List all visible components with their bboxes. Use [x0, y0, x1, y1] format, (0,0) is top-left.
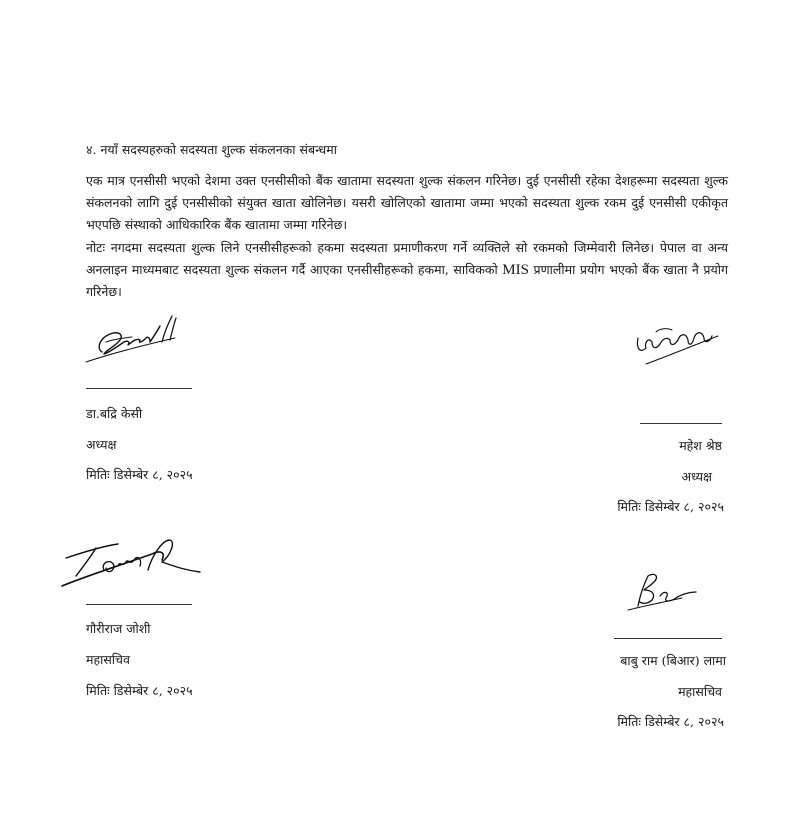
note-text-part2: प्रणालीमा प्रयोग भएको बैंक खाता नै प्रयोग गरिनेछ।: [86, 262, 728, 299]
signatory-date-left-top: मितिः डिसेम्बेर ८, २०२५: [86, 467, 193, 482]
paragraph-note: [86, 237, 728, 303]
mis-text: MIS: [502, 262, 529, 278]
signatory-date-right-top: मितिः डिसेम्बेर ८, २०२५: [617, 499, 724, 514]
signature-line-left-bottom: [86, 604, 192, 605]
signatory-name-right-bottom: बाबु राम (बिआर) लामा: [620, 653, 726, 668]
signatory-date-left-bottom: मितिः डिसेम्बेर ८, २०२५: [86, 683, 193, 698]
signatory-title-right-top: अध्यक्ष: [681, 469, 712, 484]
signature-line-left-top: [86, 388, 192, 389]
signatory-title-right-bottom: महासचिव: [678, 684, 722, 699]
signatory-title-left-top: अध्यक्ष: [86, 437, 117, 452]
signature-general-secretary-right: [620, 570, 700, 614]
signature-president-right: [632, 322, 722, 370]
signature-line-right-top: [640, 423, 722, 424]
signature-general-secretary-left: [56, 530, 206, 590]
signatory-title-left-bottom: महासचिव: [86, 652, 130, 667]
signatory-name-left-bottom: गौरीराज जोशी: [86, 621, 151, 636]
signatory-name-right-top: महेश श्रेष्ठ: [679, 438, 722, 453]
paragraph-membership-fee: एक मात्र एनसीसी भएको देशमा उक्त एनसीसीको बैंक खातामा सदस्यता शुल्क संकलन गरिनेछ। दुई एनसीसी रहेका देशहरूमा सदस्यता शुल्क संकलनको लागि दुई एनसीसीको संयुक्त खाता खोलिनेछ। यसरी खोलिएको खातामा जम्मा भएको सदस्यता शुल्क रकम दुई एनसीसी एकीकृत भएपछि संस्थाको आधिकारिक बैंक खातामा जम्मा गरिनेछ।: [86, 173, 728, 232]
signature-line-right-bottom: [614, 638, 722, 639]
note-text-part1: नोटः नगदमा सदस्यता शुल्क लिने एनसीसीहरूको हकमा सदस्यता प्रमाणीकरण गर्ने व्यक्तिले सो रकमको जिम्मेवारी लिनेछ। पेपाल वा अन्य अनलाइन माध्यमबाट सदस्यता शुल्क संकलन गर्दै आएका एनसीसीहरूको हकमा, साविकको: [86, 240, 728, 277]
signatory-date-right-bottom: मितिः डिसेम्बेर ८, २०२५: [617, 714, 724, 729]
signature-president-left: [80, 312, 190, 367]
signatory-name-left-top: डा.बद्रि केसी: [86, 406, 143, 421]
section-heading: ४. नयाँ सदस्यहरुको सदस्यता शुल्क संकलनका संबन्धमा: [86, 142, 337, 157]
